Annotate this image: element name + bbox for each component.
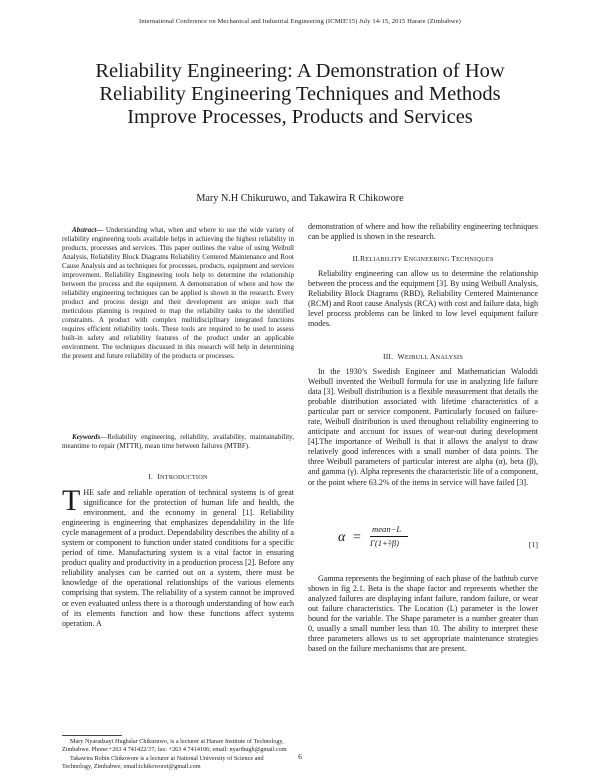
footnote-author-1: Mary Nyaradzayi Hughslar Chikuruwo, is a lecturer at Harare Institute of Technology, Zimbabwe. Phone:+263 4 741422/37; fax: +263 4 7414106; email: nyarihugh@gmail.com xyxy=(62,738,287,754)
footnote-divider xyxy=(62,735,122,736)
section-heading-introduction xyxy=(62,472,294,481)
formula-reference: [1] xyxy=(528,540,538,549)
formula-numerator: mean−L xyxy=(372,524,402,534)
conference-header: International Conference on Mechanical and Industrial Engineering (ICMIE'15) July 14-15, 2015 Harare (Zimbabwe) xyxy=(139,18,461,25)
drop-cap: T xyxy=(62,484,81,517)
formula-equals: = xyxy=(353,530,361,545)
abstract-label: Abstract xyxy=(72,226,97,234)
section-number: I. xyxy=(148,472,154,481)
abstract-text: Understanding what, when and where to use the wide variety of reliability engineering tools available helps in achieving the highest reliability in products, processes and services. This paper outlines the value of using Weibull Analysis, Reliability Block Diagrams Reliability Centered Maintenance and Root Cause Analysis and as techniques for processes, products, equipment and services improvement. Reliability Engineering tools help to determine the relationship between the process and the equipment. A demonstration of where and how the reliability engineering techniques can be applied is shown in the research. Every product and process design and their development are unique such that meticulous planning is required to map the reliability tasks to the identified constraints. A product with complex multidisciplinary integrated functions requires efficient reliability tools. These tools are required to be used to assess built-in safety and reliability features of the product under an applicable environment. The techniques discussed in this research will help in determining the present and future reliability of the products or processes. xyxy=(62,226,294,360)
keywords-label: Keywords xyxy=(72,433,101,441)
introduction-text xyxy=(62,484,294,629)
paper-authors: Mary N.H Chikuruwo, and Takawira R Chikowore xyxy=(196,193,404,204)
section-initial: I xyxy=(157,472,161,481)
section-heading-techniques: II.RELIABILITY ENGINEERING TECHNIQUES xyxy=(352,254,494,263)
page-number: 6 xyxy=(298,752,302,761)
section-rest: NTRODUCTION xyxy=(160,474,208,481)
abstract-dash: — xyxy=(96,226,104,234)
formula-denominator: Γ(1+²⁄β) xyxy=(370,538,399,548)
paper-title: Reliability Engineering: A Demonstration of How Reliability Engineering Techniques and Methods Improve Processes, Products and Services xyxy=(95,60,505,128)
keywords xyxy=(62,433,294,451)
weibull-parameters-text: Gamma represents the beginning of each phase of the bathtub curve shown in fig 2.1. Beta is the shape factor and represents whether the analyzed failures are displaying infant failure, random failure, or wear out failure characteristics. The Location (L) parameter is the lower bound for the variable. The Shape parameter is a number greater than 0, usually a small number less than 10. The ability to interpret these three parameters allows us to set appropriate maintenance strategies based on the failure mechanisms that are present. xyxy=(308,574,538,654)
introduction-continuation: demonstration of where and how the reliability engineering techniques can be applied is shown in the research. xyxy=(308,222,538,242)
techniques-text: Reliability engineering can allow us to determine the relationship between the process and the equipment [3]. By using Weibull Analysis, Reliability Block Diagrams (RBD), Reliability Centered Maintenance (RCM) and Root cause Analysis (RCA) with cost and failure data, high level process problems can be linked to low level equipment failure modes. xyxy=(308,269,538,329)
intro-body: HE safe and reliable operation of technical systems is of great significance for the protection of human life and health, the environment, and the economy in general [1]. Reliability engineering is engineering that emphasizes dependability in the life cycle management of a product. Dependability describes the ability of a system or component to function under stated conditions for a specific period of time. Manufacturing system is a vital factor in ensuring product quality and productivity in a production process [2]. Before any reliability analyses can be carried out on a system, there must be knowledge of the operational relationships of the various elements comprising that system. The reliability of a system cannot be improved or even evaluated unless there is a thorough understanding of how each of its elements function and how these functions affect systems operation. A xyxy=(62,488,294,628)
abstract xyxy=(62,226,294,361)
section-heading-weibull: III. WEIBULL ANALYSIS xyxy=(382,352,464,361)
weibull-text: In the 1930’s Swedish Engineer and Mathematician Waloddi Weibull invented the Weibull formula for use in analyzing life failure data [3]. Weibull distribution is a flexible measurement that details the probable distribution associated with lifetime characteristics of a particular part or service component. Particularly focused on failure-rate, Weibull distribution is used throughout reliability engineering to anticipate and account for issues of wear-out during development [4].The importance of Weibull is that it allows the analyst to draw relatively good inferences with a small number of data points. The three Weibull parameters of particular interest are alpha (α), beta (β), and gamma (γ). Alpha represents the characteristic life of a component, or the point where 63.2% of the items in service will have failed [3]. xyxy=(308,367,538,487)
weibull-alpha-formula xyxy=(338,524,538,560)
footnote-author-2: Takawira Robin Chikowore is a lecturer at National University of Science and Technology, Zimbabwe; email:tchikoworet@gmail.com xyxy=(62,754,264,771)
keywords-text: —Reliability engineering, reliability, availability, maintainability, meantime to repair (MTTR), mean time between failures (MTBF). xyxy=(62,433,294,450)
fraction-bar xyxy=(370,536,408,537)
formula-lhs: α xyxy=(338,530,346,545)
